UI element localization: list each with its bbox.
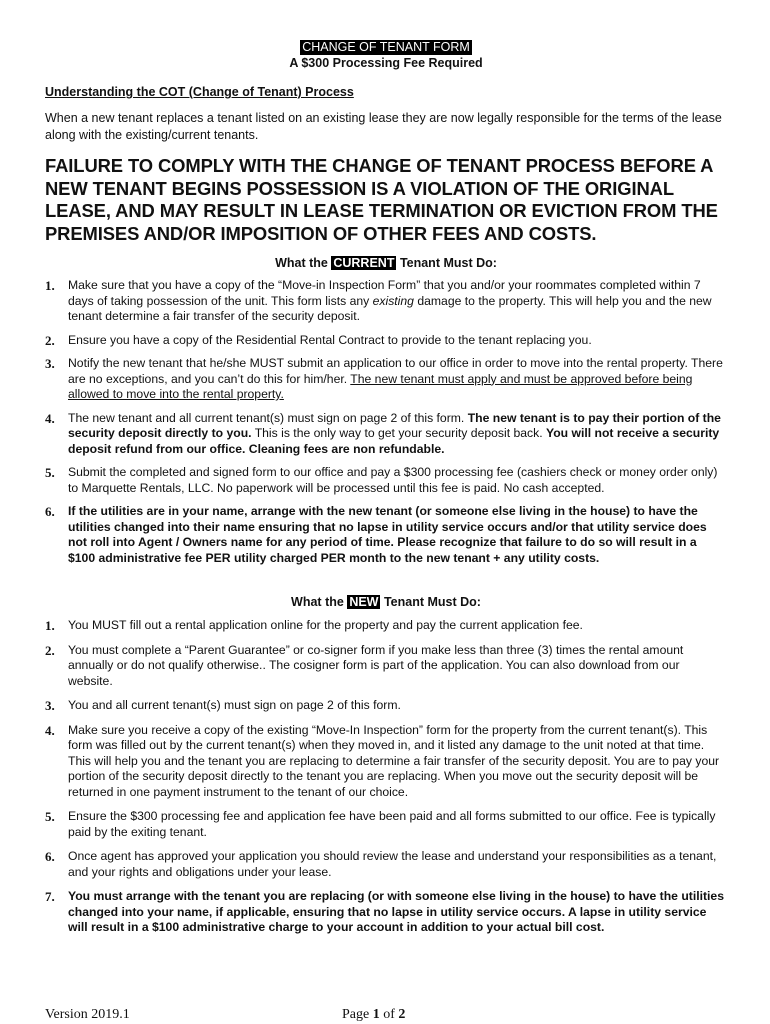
page-number: 1 bbox=[372, 1007, 380, 1022]
of-label: of bbox=[383, 1007, 395, 1022]
item-text: Notify the new tenant that he/she MUST submit an application to our office in order to move into the rental property. There are no exceptions, and you can’t do this for him/her. bbox=[68, 356, 723, 386]
item-number: 2. bbox=[45, 642, 55, 658]
new-item-1 bbox=[45, 618, 727, 634]
item-text: The new tenant and all current tenant(s) must sign on page 2 of this form. bbox=[68, 410, 468, 425]
item-text: You MUST fill out a rental application online for the property and pay the current application fee. bbox=[68, 618, 583, 632]
item-text-bold: The new tenant is to pay their portion of the security deposit directly to you. bbox=[68, 410, 721, 440]
current-item-5 bbox=[45, 465, 727, 496]
item-text: Submit the completed and signed form to our office and pay a $300 processing fee (cashiers check or money order only) to Marquette Rentals, LLC. No paperwork will be processed until this fee is paid. No cash accepted. bbox=[68, 465, 718, 495]
item-number: 5. bbox=[45, 809, 55, 824]
item-number: 2. bbox=[45, 332, 55, 348]
item-text-bold: If the utilities are in your name, arrange with the new tenant (or someone else living in the house) to have the utilities changed into their name ensuring that no lapse in utility service occurs and/or that utility service does not roll into Agent / Owners name for any period of time. Please recognize that failure to do so will result in a $100 administrative fee PER utility charged PER month to the new tenant + any utility costs. bbox=[68, 504, 707, 565]
current-heading-post: Tenant Must Do: bbox=[399, 256, 497, 270]
new-heading-post: Tenant Must Do: bbox=[383, 595, 481, 609]
page-footer bbox=[45, 1007, 727, 1023]
page-indicator bbox=[342, 1007, 405, 1023]
item-text: Make sure you receive a copy of the existing “Move-In Inspection” form for the property from the current tenant(s). This form was filled out by the current tenant(s) when they moved in, and it listed any damage to the unit noted at that time. This will help you and the tenant you are replacing to determine a fair transfer of the security deposit. You are to pay your portion of the security deposit directly to the tenant you are replacing. When you move out the security deposit will be returned in one payment instrument to the tenant of our choice. bbox=[68, 722, 720, 799]
item-text: Once agent has approved your application you should review the lease and understand your responsibilities as a tenant, and your rights and obligations under your lease. bbox=[68, 849, 717, 879]
new-tenant-heading bbox=[45, 594, 727, 610]
item-text: This is the only way to get your security deposit back. bbox=[251, 426, 546, 440]
current-item-6 bbox=[45, 504, 727, 566]
item-text-underlined: The new tenant must apply and must be approved before being allowed to move into the rental property. bbox=[68, 371, 693, 401]
new-item-5 bbox=[45, 809, 727, 840]
current-item-4 bbox=[45, 411, 727, 458]
new-item-3 bbox=[45, 698, 727, 714]
item-number: 1. bbox=[45, 618, 55, 633]
new-heading-highlight: NEW bbox=[349, 595, 379, 609]
item-number: 4. bbox=[45, 722, 55, 738]
item-number: 1. bbox=[45, 278, 55, 293]
new-heading-pre: What the bbox=[291, 595, 344, 609]
item-number: 6. bbox=[45, 504, 55, 519]
page-total: 2 bbox=[398, 1007, 406, 1022]
current-heading-highlight: CURRENT bbox=[333, 256, 395, 270]
current-tenant-list bbox=[45, 278, 727, 566]
current-tenant-heading bbox=[45, 255, 727, 271]
current-item-2 bbox=[45, 333, 727, 349]
current-heading-pre: What the bbox=[275, 256, 328, 270]
new-item-2 bbox=[45, 643, 727, 690]
item-text: Ensure you have a copy of the Residential Rental Contract to provide to the tenant replacing you. bbox=[68, 332, 592, 347]
understanding-text: When a new tenant replaces a tenant listed on an existing lease they are now legally responsible for the terms of the lease along with the existing/current tenants. bbox=[45, 111, 722, 142]
item-number: 7. bbox=[45, 889, 55, 904]
form-title: CHANGE OF TENANT FORM bbox=[302, 40, 470, 54]
item-number: 3. bbox=[45, 356, 55, 371]
new-tenant-list bbox=[45, 618, 727, 936]
document-page bbox=[45, 40, 727, 936]
new-item-7 bbox=[45, 889, 727, 936]
item-text: damage to the property. This will help you and the new tenant determine a fair transfer of the security deposit. bbox=[68, 293, 712, 323]
understanding-heading: Understanding the COT (Change of Tenant) Process bbox=[45, 85, 354, 99]
item-text: You and all current tenant(s) must sign on page 2 of this form. bbox=[68, 698, 401, 712]
item-text-bold: You must arrange with the tenant you are replacing (or with someone else living in the house) to have the utilities changed into your name, if applicable, ensuring that no lapse in utility service occurs. A lapse in utility service will result in a $100 administrative charge to your account in addition to your actual bill cost. bbox=[68, 889, 724, 934]
page-label: Page bbox=[342, 1007, 370, 1022]
current-item-1 bbox=[45, 278, 727, 325]
item-text: Make sure that you have a copy of the “Move-in Inspection Form” that you and/or your roommates completed within 7 days of taking possession of the unit. This form lists any bbox=[68, 278, 701, 308]
item-text-italic: existing bbox=[372, 293, 414, 308]
form-subtitle: A $300 Processing Fee Required bbox=[289, 56, 483, 70]
item-number: 4. bbox=[45, 410, 55, 426]
item-text: Ensure the $300 processing fee and application fee have been paid and all forms submitted to our office. Fee is typically paid by the exiting tenant. bbox=[68, 809, 716, 839]
item-number: 6. bbox=[45, 849, 55, 864]
warning-text: FAILURE TO COMPLY WITH THE CHANGE OF TENANT PROCESS BEFORE A NEW TENANT BEGINS POSSESSION IS A VIOLATION OF THE ORIGINAL LEASE, AND MAY RESULT IN LEASE TERMINATION OR EVICTION FROM THE PREMISES AND/OR IMPOSITION OF OTHER FEES AND COSTS. bbox=[45, 155, 718, 244]
item-text-bold: You will not receive a security deposit refund from our office. Cleaning fees are non refundable. bbox=[68, 426, 720, 456]
item-number: 5. bbox=[45, 465, 55, 480]
item-text: You must complete a “Parent Guarantee” or co-signer form if you make less than three (3) times the rental amount annually or do not qualify otherwise.. The cosigner form is part of the application. You can also download from our website. bbox=[68, 642, 684, 688]
current-item-3 bbox=[45, 356, 727, 403]
version-label: Version 2019.1 bbox=[45, 1007, 130, 1022]
new-item-6 bbox=[45, 849, 727, 880]
new-item-4 bbox=[45, 723, 727, 801]
item-number: 3. bbox=[45, 698, 55, 713]
title-row bbox=[45, 40, 727, 55]
